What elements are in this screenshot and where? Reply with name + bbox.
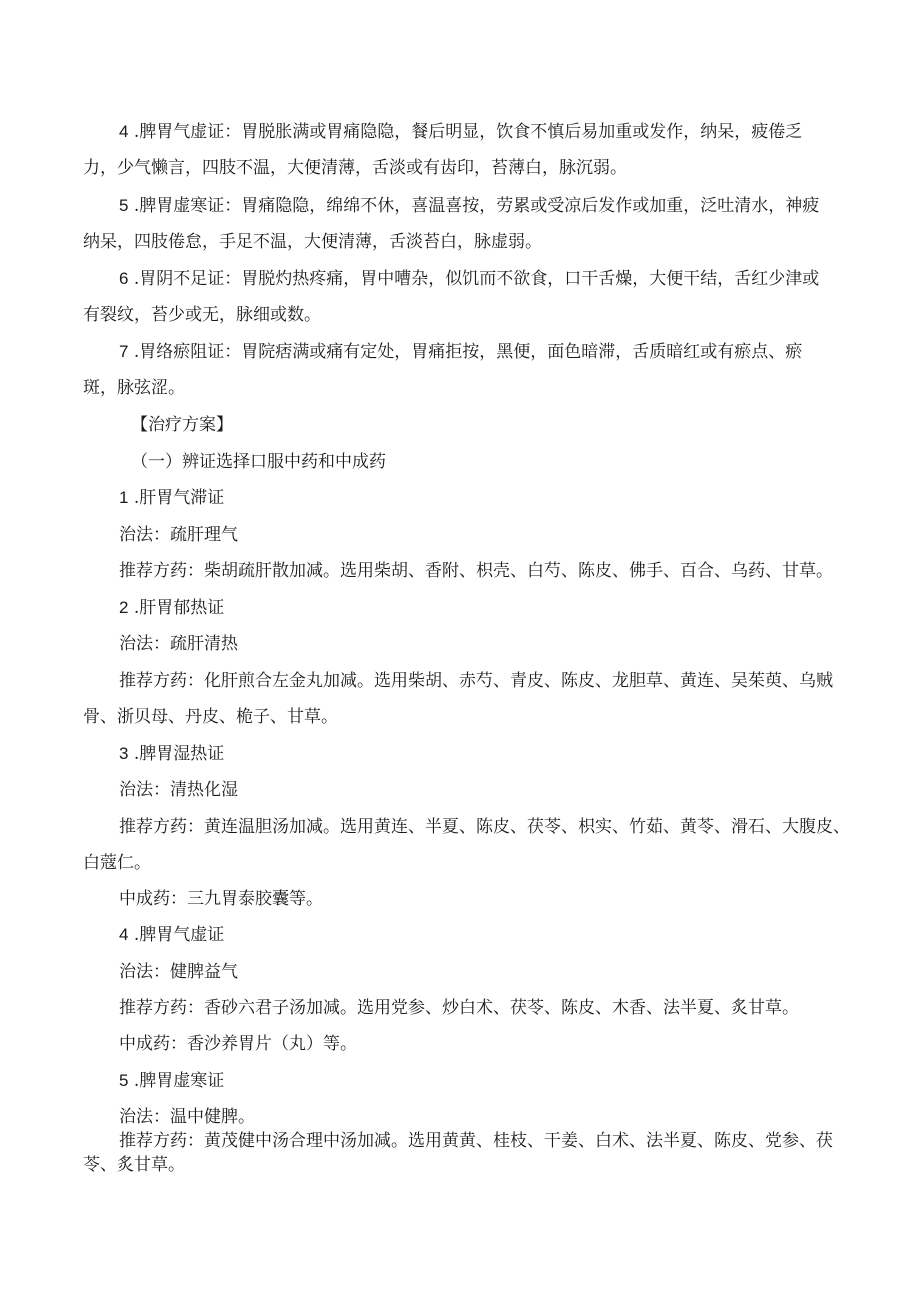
item-text: .肝胃气滞证 [133,488,225,508]
syndrome-5-line-1 [119,196,819,216]
treatment-3-patent-medicine: 中成药：三九胃泰胶囊等。 [119,889,323,909]
syndrome-6-line-2: 有裂纹，苔少或无，脉细或数。 [83,305,321,325]
subsection-heading: （一）辨证选择口服中药和中成药 [131,452,386,472]
syndrome-4-line-2: 力，少气懒言，四肢不温，大便清薄，舌淡或有齿印，苔薄白，脉沉弱。 [83,158,627,178]
item-text: .肝胃郁热证 [133,598,225,618]
treatment-5-prescription-line-1: 推荐方药：黄茂健中汤合理中汤加减。选用黄黄、桂枝、干姜、白术、法半夏、陈皮、党参、茯 [119,1131,833,1151]
treatment-2-title [119,598,224,618]
item-number: 4 [119,925,129,944]
item-text: .脾胃虚寒证：胃痛隐隐，绵绵不休，喜温喜按，劳累或受凉后发作或加重，泛吐清水，神疲 [133,196,820,216]
syndrome-4-line-1 [119,122,802,142]
treatment-3-method: 治法：清热化湿 [119,780,238,800]
treatment-2-prescription-line-1: 推荐方药：化肝煎合左金丸加减。选用柴胡、赤芍、青皮、陈皮、龙胆草、黄连、吴茱萸、乌贼 [119,671,833,691]
treatment-3-prescription-line-2: 白蔻仁。 [83,853,151,873]
treatment-5-method: 治法：温中健脾。 [119,1107,255,1127]
item-number: 1 [119,488,129,507]
item-text: .胃络瘀阻证：胃院痞满或痛有定处，胃痛拒按，黑便，面色暗滞，舌质暗红或有瘀点、瘀 [133,342,803,362]
treatment-2-prescription-line-2: 骨、浙贝母、丹皮、桅子、甘草。 [83,707,338,727]
item-text: .脾胃虚寒证 [133,1071,225,1091]
treatment-4-method: 治法：健脾益气 [119,962,238,982]
syndrome-6-line-1 [119,269,819,289]
item-text: .胃阴不足证：胃脱灼热疼痛，胃中嘈杂，似饥而不欲食，口干舌燥，大便干结，舌红少津或 [133,269,820,289]
item-number: 3 [119,744,129,763]
treatment-4-title [119,925,224,945]
syndrome-5-line-2: 纳呆，四肢倦怠，手足不温，大便清薄，舌淡苔白，脉虚弱。 [83,232,542,252]
item-number: 5 [119,1071,129,1090]
item-number: 4 [119,122,129,141]
treatment-4-patent-medicine: 中成药：香沙养胃片（丸）等。 [119,1034,357,1054]
treatment-5-title [119,1071,224,1091]
treatment-5-prescription-line-2: 苓、炙甘草。 [83,1155,185,1175]
item-number: 5 [119,196,129,215]
item-text: .脾胃湿热证 [133,744,225,764]
treatment-4-prescription: 推荐方药：香砂六君子汤加减。选用党参、炒白术、茯苓、陈皮、木香、法半夏、炙甘草。 [119,998,799,1018]
item-text: .脾胃气虚证 [133,925,225,945]
syndrome-7-line-2: 斑，脉弦涩。 [83,378,185,398]
item-number: 6 [119,269,129,288]
item-text: .脾胃气虚证：胃脱胀满或胃痛隐隐，餐后明显，饮食不慎后易加重或发作，纳呆，疲倦乏 [133,122,803,142]
treatment-1-method: 治法：疏肝理气 [119,525,238,545]
treatment-2-method: 治法：疏肝清热 [119,634,238,654]
item-number: 7 [119,342,129,361]
item-number: 2 [119,598,129,617]
treatment-3-prescription-line-1: 推荐方药：黄连温胆汤加减。选用黄连、半夏、陈皮、茯苓、枳实、竹茹、黄苓、滑石、大腹皮、 [119,817,850,837]
section-heading: 【治疗方案】 [131,415,233,435]
treatment-1-prescription: 推荐方药：柴胡疏肝散加减。选用柴胡、香附、枳壳、白芍、陈皮、佛手、百合、乌药、甘草。 [119,561,833,581]
treatment-1-title [119,488,224,508]
syndrome-7-line-1 [119,342,802,362]
treatment-3-title [119,744,224,764]
